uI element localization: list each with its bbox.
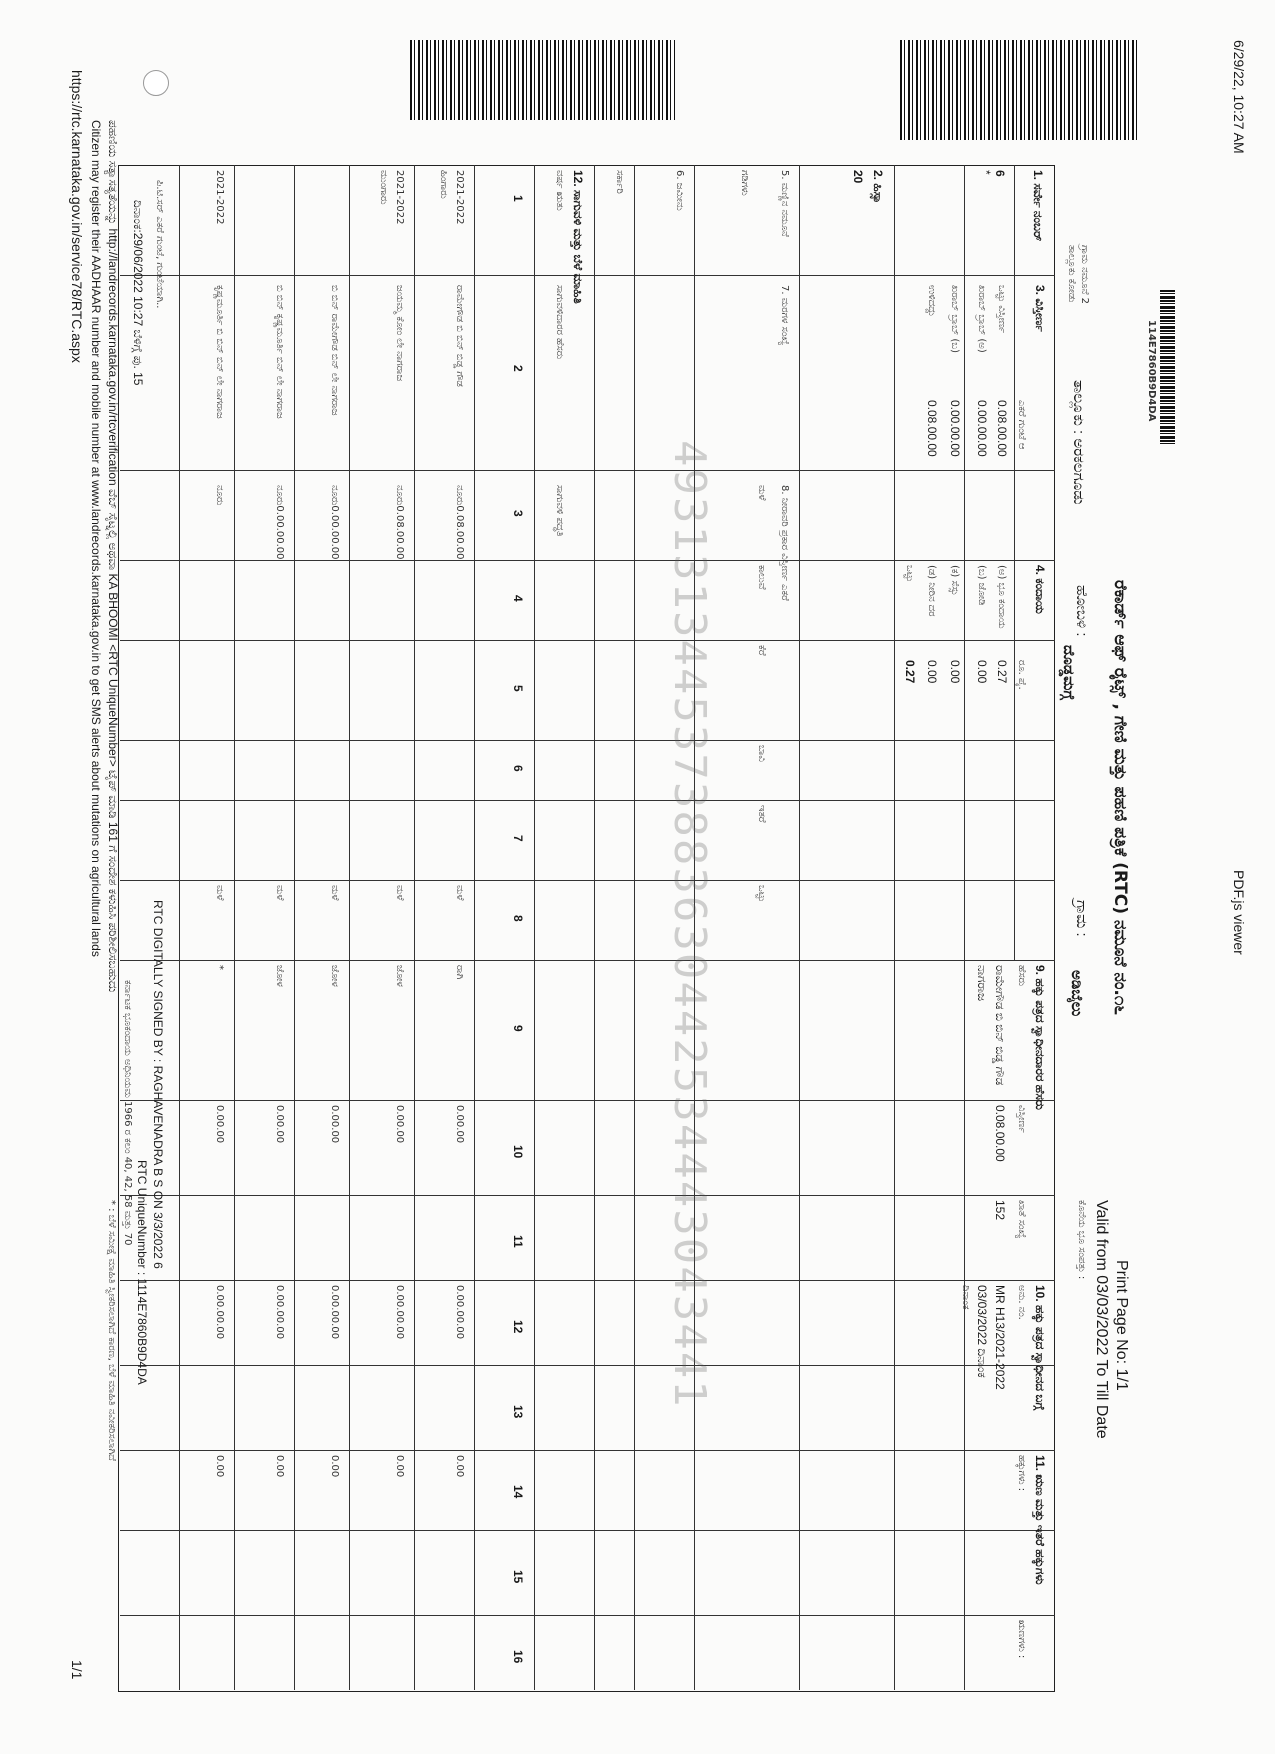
survey-no-label: 1. ಸರ್ವೇ ನಂಬರ್ bbox=[1031, 170, 1045, 242]
tax-row-0-value: 0.27 bbox=[995, 660, 1009, 684]
col-num-8: 8 bbox=[511, 915, 525, 922]
owner-khata: 152 bbox=[993, 1200, 1007, 1221]
irrigation-col-3: ಬಾವಿ bbox=[756, 745, 767, 762]
crop-row-3-crop: ಜೋಳ bbox=[274, 965, 285, 987]
crop-row-2-area: ನೂರು0.00.00.00 bbox=[329, 485, 340, 560]
hobli-label: ಹೋಬಳಿ : bbox=[1073, 585, 1090, 637]
crop-row-4-source: ಮಳೆ bbox=[214, 885, 225, 901]
mutation-heading: 10. ಹಕ್ಕು ಪತ್ರದ ಸ್ವಾಧೀನದ ಬಗ್ಗೆ bbox=[1033, 1285, 1047, 1411]
crop-row-1-crop: ಜೋಳ bbox=[394, 965, 405, 987]
section11-liabilities: ಋಣಗಳು : bbox=[1016, 1620, 1027, 1659]
col-num-7: 7 bbox=[511, 835, 525, 842]
village: ಅಡಿಬೈಲು bbox=[1068, 970, 1085, 1017]
print-timestamp: 6/29/22, 10:27 AM bbox=[1231, 40, 1247, 154]
footer-small-note: ಪಿ.ಟಿ.ಸರ್ ಎಕರೆ ಗುಂಟೆ, ಗುಂಟೆಯಾಗಿ.. bbox=[154, 180, 165, 309]
tree-label: 7. ಮರಗಳ ಸಂಖ್ಯೆ bbox=[779, 285, 790, 346]
soil-label: 5. ಮಣ್ಣಿನ ನಮೂನೆ bbox=[779, 170, 790, 237]
irrigation-heading: 8. ನೀರಾವರಿ ಪ್ರಕಾರ ವಿಸ್ತೀರ್ಣ ಎಕರೆ bbox=[779, 485, 790, 601]
mutation-type: ದಿನಾಂಕ bbox=[960, 1285, 971, 1310]
crop-row-0-name: ರಾಮೇಗೌಡ ಬಿ ಬಿನ್ ಬಿಡ್ಡ ಗೌಡ bbox=[454, 285, 465, 387]
crop-row-3-name: ಬಿ ಬಿನ್ ಕೃಷ್ಣಮೂರ್ತಿ ಬಿನ್ ಲೇ ನಾಗರಾಜ bbox=[274, 285, 285, 419]
col-num-11: 11 bbox=[511, 1235, 525, 1248]
crop-row-3-area: ನೂರು0.00.00.00 bbox=[274, 485, 285, 560]
hobli: ದೊಡ್ಡಮಗ್ಗೆ bbox=[1060, 645, 1077, 700]
area-row-2-label: ಖರಾಬ್ ಬ್ರಾಬ್ (ಬ) bbox=[949, 285, 960, 353]
crop-row-4-a: 0.00.00 bbox=[214, 1105, 225, 1144]
crop-row-4-b: 0.00.00.00 bbox=[214, 1285, 225, 1340]
crop-row-1-year: 2021-2022 bbox=[394, 170, 405, 225]
crop-row-0-source: ಮಳೆ bbox=[454, 885, 465, 901]
page-url[interactable]: https://rtc.karnataka.gov.in/service78/RTC.aspx bbox=[69, 70, 85, 363]
crop-col-year: ವರ್ಷ ಋತು bbox=[554, 170, 565, 211]
crop-row-0-b: 0.00.00.00 bbox=[454, 1285, 465, 1340]
survey-star: * bbox=[979, 170, 993, 175]
crop-row-3-b: 0.00.00.00 bbox=[274, 1285, 285, 1340]
area-row-2-value: 0.00.00.00 bbox=[948, 400, 962, 457]
footer-sections: ಕರ್ನಾಟಕ ಭೂಕಂದಾಯ ಅಧಿನಿಯಮ 1966 ರ ಕಲಂ 40, 42, 58 ಮತ್ತು 70 bbox=[122, 980, 133, 1246]
crop-row-0-area: ನೂರು0.08.00.00 bbox=[454, 485, 465, 560]
taluk: ತಾಲ್ಲೂಕು : ಅರಕಲಗೂಡು bbox=[1070, 380, 1087, 505]
tax-row-1-value: 0.00 bbox=[975, 660, 989, 684]
crop-row-2-source: ಮಳೆ bbox=[329, 885, 340, 901]
owners-col-khata: ಖಾತೆ ಸಂಖ್ಯೆ bbox=[1016, 1200, 1027, 1239]
col-num-14: 14 bbox=[511, 1485, 525, 1499]
tax-heading: 4. ಕಂದಾಯ bbox=[1033, 565, 1047, 614]
crop-heading: 12. ಸಾಗುವಳಿ ಮತ್ತು ಬೆಳೆ ಮಾಹಿತಿ bbox=[571, 170, 585, 304]
valid-sub: ಕೊನೆಯ ಭೂ ಸಂಪತ್ತು : bbox=[1076, 1200, 1087, 1280]
col-num-10: 10 bbox=[511, 1145, 525, 1159]
footer-signed: RTC DIGITALLY SIGNED BY : RAGHAVENADRA B S ON 3/3/2022 6 bbox=[151, 900, 165, 1269]
village-form-label: ಗ್ರಾಮ ನಮೂನೆ 2 bbox=[1079, 245, 1090, 305]
crop-row-1-b: 0.00.00.00 bbox=[394, 1285, 405, 1340]
crop-row-0-c: 0.00 bbox=[454, 1455, 465, 1478]
crop-row-2-c: 0.00 bbox=[329, 1455, 340, 1478]
irrigation-col-4: ಇತರೆ bbox=[756, 805, 767, 823]
crop-row-3-c: 0.00 bbox=[274, 1455, 285, 1478]
barcode-id: 114E7860B9D4DA bbox=[1146, 320, 1157, 422]
tax-row-2-label: (ಕ) ಸೆಸ್ಸು bbox=[949, 565, 960, 596]
crop-row-1-c: 0.00 bbox=[394, 1455, 405, 1478]
section11-heading: 11. ಋಣ ಮತ್ತು ಇತರೆ ಹಕ್ಕುಗಳು bbox=[1033, 1455, 1047, 1585]
area-row-3-label: ಉಳಿದದ್ದು bbox=[926, 285, 937, 317]
irrigation-col-0: ಮಳೆ bbox=[756, 485, 767, 501]
survey-no: 6 bbox=[993, 170, 1007, 177]
crop-row-1-name: ಜಯಮ್ಮ ಕೋಂ ಲೇ ನಾಗರಾಜ bbox=[394, 285, 405, 382]
owners-col-name: ಹೆಸರು bbox=[1016, 965, 1027, 987]
crop-row-4-c: 0.00 bbox=[214, 1455, 225, 1478]
area-heading: 3. ವಿಸ್ತೀರ್ಣ bbox=[1033, 285, 1047, 332]
col-num-3: 3 bbox=[511, 510, 525, 517]
crop-row-3-source: ಮಳೆ bbox=[274, 885, 285, 901]
viewer-title: PDF.js viewer bbox=[1231, 870, 1247, 955]
tax-total: 0.27 bbox=[903, 660, 917, 684]
tax-row-1-label: (ಬ) ಜೋಡಿ bbox=[976, 565, 987, 606]
crop-row-0-year: 2021-2022 bbox=[454, 170, 465, 225]
area-row-1-value: 0.00.00.00 bbox=[975, 400, 989, 457]
col-num-9: 9 bbox=[511, 1025, 525, 1032]
tax-total-label: ಒಟ್ಟು bbox=[904, 565, 915, 583]
tax-subheading: ರೂ. ಪೈ. bbox=[1016, 660, 1027, 690]
crop-row-1-area: ನೂರು0.08.00.00 bbox=[394, 485, 405, 560]
area-row-0-value: 0.08.00.00 bbox=[995, 400, 1009, 457]
valid-from: Valid from 03/03/2022 To Till Date bbox=[1093, 1200, 1110, 1439]
crop-row-2-name: ಬಿ ಬಿನ್ ರಾಮೇಗೌಡ ಬಿನ್ ಲೇ ನಾಗರಾಜ bbox=[329, 285, 340, 416]
footer-verify-kn: ಪಹಣಿಯ ಸತ್ಯಾಸತ್ಯತೆಯನ್ನು http://landrecords.karnataka.gov.in/rtcverification ವೆಬ್ ಸೈಟ್ನಲ್ಲಿ ಅಥವಾ KA BHOOMI <RTC UniqueNumber> ಟೈಪ್ ಮಾಡಿ 161 ಗೆ ಸಂದೇಶ ಕಳುಹಿಸಿ ಪರಿಶೀಲಿಸಬಹುದು bbox=[106, 120, 120, 993]
owner-name: ರಾಮೇಗೌಡ ಬಿ ಬಿನ್ ಬಿಡ್ಡ ಗೌಡ bbox=[993, 965, 1007, 1086]
boundary-label: ಗಡಿಗಳು bbox=[739, 170, 750, 196]
owners-heading: 9. ಹಕ್ಕು ಪತ್ರದ ಸ್ವಾಧೀನದಾರರ ಹೆಸರು bbox=[1033, 965, 1047, 1110]
col-num-6: 6 bbox=[511, 765, 525, 772]
col-num-4: 4 bbox=[511, 595, 525, 602]
footer-unique: RTC UniqueNumber : 1114E7860B9D4DA bbox=[135, 1160, 149, 1385]
security-watermark: 4931313445373883630442534443043441 bbox=[664, 440, 715, 1409]
crop-col-type: ಸಾಗುವಳಿ ಪದ್ಧತಿ bbox=[554, 485, 565, 537]
col-num-2: 2 bbox=[511, 365, 525, 372]
section11-rights: ಹಕ್ಕುಗಳು : bbox=[1016, 1455, 1027, 1492]
crop-row-4-crop: * bbox=[214, 965, 225, 970]
rotated-document bbox=[20, 20, 1255, 1734]
crop-row-2-b: 0.00.00.00 bbox=[329, 1285, 340, 1340]
hissa: 20 bbox=[851, 170, 865, 184]
col-num-13: 13 bbox=[511, 1405, 525, 1419]
crop-row-2-a: 0.00.00 bbox=[329, 1105, 340, 1144]
col-num-1: 1 bbox=[511, 195, 525, 202]
crop-row-1-source: ಮಳೆ bbox=[394, 885, 405, 901]
tax-row-0-label: (ಅ) ಭೂ ಕಂದಾಯ bbox=[996, 565, 1007, 629]
tax-row-3-label: (ಡ) ನೀರಿನ ದರ bbox=[926, 565, 937, 617]
area-row-1-label: ಖರಾಬ್ ಬ್ರಾಬ್ (ಅ) bbox=[976, 285, 987, 353]
area-subheading: ಎಕರೆ ಗುಂಟೆ ಆ bbox=[1016, 400, 1027, 450]
page-count: 1/1 bbox=[69, 1660, 85, 1680]
taluk-code-label: ತಾಲ್ಲೂಕು ಕೋಡು bbox=[1066, 245, 1077, 303]
land-label: 6. ಜಮೀನು bbox=[674, 170, 685, 211]
crop-row-3-a: 0.00.00 bbox=[274, 1105, 285, 1144]
document-title: ರೆಕಾರ್ಡ್ ಆಫ್ ರೈಟ್ಸ್ , ಗೇಣಿ ಮತ್ತು ಪಹಣಿ ಪತ್ರಿಕೆ (RTC) ನಮೂನೆ ನಂ.೧೬ bbox=[1110, 580, 1130, 1015]
footer-verify-en: Citizen may register their AADHAAR number and mobile number at www.landrecords.karnataka.gov.in to get SMS alerts about mutations on agricultural lands bbox=[89, 120, 103, 957]
irrigation-col-5: ಒಟ್ಟು bbox=[756, 885, 767, 903]
owner-area: 0.08.00.00 bbox=[993, 1105, 1007, 1162]
print-page-no: Print Page No: 1/1 bbox=[1113, 1260, 1130, 1391]
mutation-sub: ಅನು. ನಂ. bbox=[1016, 1285, 1027, 1320]
area-row-0-label: ಒಟ್ಟು ವಿಸ್ತೀರ್ಣ bbox=[996, 285, 1007, 334]
hissa-label: 2. ಹಿಸ್ಸಾ bbox=[871, 170, 885, 204]
rtc-table-frame bbox=[118, 165, 1055, 1692]
footer-date: ದಿನಾಂಕ:29/06/2022 10:27 ಬೆಳಿಗ್ಗೆ ಪು. 15 bbox=[131, 200, 145, 386]
crop-row-0-crop: ರಾಗಿ bbox=[454, 965, 465, 980]
irrigation-col-2: ಕೆರೆ bbox=[756, 645, 767, 656]
mutation-date: 03/03/2022 ದಿನಾಂಕ bbox=[975, 1285, 989, 1378]
crop-row-4-area: ನೂರು bbox=[214, 485, 225, 506]
footer-star-note: * : ಬೆಳೆ ಸಮೀಕ್ಷೆ ಮಾಹಿತಿ ಸ್ವೀಕರಿಸಲಾಗಿದೆ ಕಾರಣ, ಬೆಳೆ ಮಾಹಿತಿ ನವೀಕರಿಸಲಾಗಿದೆ bbox=[106, 1200, 117, 1462]
crop-col-name: ಸಾಗುವಳಿದಾರರ ಹೆಸರು bbox=[554, 285, 565, 360]
crop-row-4-name: ಕೃಷ್ಣಮೂರ್ತಿ ಬಿ ಬಿನ್ ಬಿನ್ ಲೇ ನಾಗರಾಜ bbox=[214, 285, 225, 419]
crop-row-0-a: 0.00.00 bbox=[454, 1105, 465, 1144]
col-num-5: 5 bbox=[511, 685, 525, 692]
irrigation-col-1: ಕಾಲುವೆ bbox=[756, 565, 767, 590]
owner-name-2: ನಾಗರಾಜ bbox=[975, 965, 989, 1002]
col-num-12: 12 bbox=[511, 1320, 525, 1334]
crop-row-4-year: 2021-2022 bbox=[214, 170, 225, 225]
owners-col-area: ವಿಸ್ತೀರ್ಣ bbox=[1016, 1105, 1027, 1133]
crop-row-1-a: 0.00.00 bbox=[394, 1105, 405, 1144]
mutation-mr: MR H13/2021-2022 bbox=[993, 1285, 1007, 1390]
crop-row-1-season: ಮುಂಗಾರು bbox=[378, 170, 389, 205]
top-barcode-2 bbox=[410, 40, 675, 120]
village-label: ಗ್ರಾಮ : bbox=[1073, 900, 1090, 937]
col-num-16: 16 bbox=[511, 1650, 525, 1664]
col-num-15: 15 bbox=[511, 1570, 525, 1584]
area-row-3-value: 0.08.00.00 bbox=[925, 400, 939, 457]
tax-row-2-value: 0.00 bbox=[948, 660, 962, 684]
top-barcode-1 bbox=[900, 40, 1140, 140]
crop-row-0-season: ಹಿಂಗಾರು bbox=[438, 170, 449, 199]
tax-row-3-value: 0.00 bbox=[925, 660, 939, 684]
crop-row-2-crop: ಜೋಳ bbox=[329, 965, 340, 987]
govt-label: ಸರ್ಕಾರಿ bbox=[614, 170, 625, 194]
rtc-barcode bbox=[1160, 290, 1175, 445]
